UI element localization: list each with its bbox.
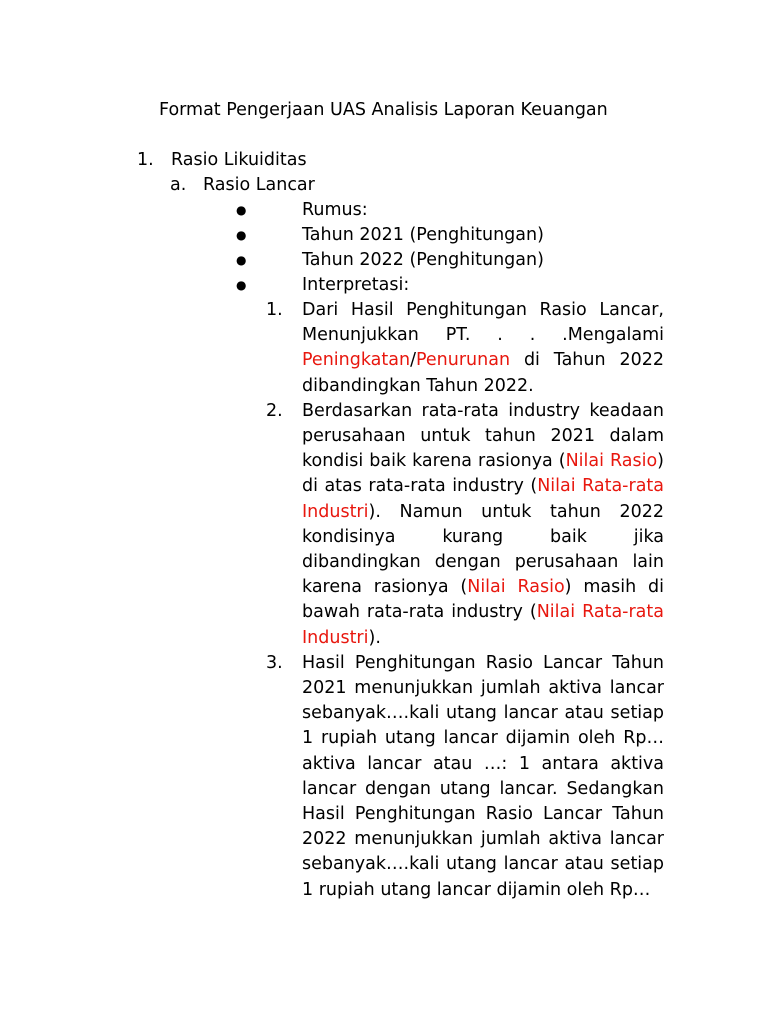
bullet-item-rumus	[236, 198, 696, 223]
interpretation-item-2	[266, 399, 664, 651]
bullet-icon: ●	[236, 253, 247, 267]
text-segment: Berdasarkan rata-rata industry keadaan perusahaan untuk tahun 2021 dalam kondisi baik karena rasionya (	[302, 400, 664, 472]
bullet-label: Interpretasi:	[302, 275, 410, 295]
subsection-rasio-lancar	[170, 173, 690, 900]
interpretation-text: Hasil Penghitungan Rasio Lancar Tahun 2021 menunjukkan jumlah aktiva lancar sebanyak….kali utang lancar atau setiap 1 rupiah utang lancar dijamin oleh Rp… aktiva lancar atau …: 1 antara aktiva lancar dengan utang lancar. Sedangkan Hasil Penghitungan Rasio Lancar Tahun 2022 menunjukkan jumlah aktiva lancar sebanyak….kali utang lancar atau setiap 1 rupiah utang lancar dijamin oleh Rp…	[302, 652, 664, 900]
text-segment: ) masih di bawah rata-rata industry (	[302, 577, 664, 623]
bullet-item-tahun-2021	[236, 223, 696, 248]
highlight-nilai-rata-rata-industri: Nilai Rata-rata Industri	[302, 476, 664, 522]
interpretation-text	[302, 298, 664, 399]
section-label: Rasio Likuiditas	[171, 150, 307, 170]
interpretation-number: 2.	[266, 400, 283, 421]
interpretation-item-1	[266, 298, 664, 399]
interpretation-number: 1.	[266, 300, 283, 320]
section-rasio-likuiditas	[137, 148, 697, 900]
highlight-penurunan: Penurunan	[415, 350, 511, 371]
section-heading	[137, 148, 697, 173]
highlight-nilai-rasio: Nilai Rasio	[467, 577, 565, 598]
interpretation-text	[302, 399, 664, 651]
section-number: 1.	[137, 150, 154, 170]
document-title: Format Pengerjaan UAS Analisis Laporan Keuangan	[159, 100, 608, 120]
subsection-label: Rasio Lancar	[203, 175, 315, 195]
bullet-label: Tahun 2022 (Penghitungan)	[302, 250, 544, 270]
bullet-icon: ●	[236, 203, 247, 217]
bullet-item-interpretasi	[236, 273, 696, 298]
text-segment: di Tahun 2022 dibandingkan Tahun 2022.	[302, 350, 664, 396]
bullet-label: Rumus:	[302, 200, 368, 220]
text-segment: /	[410, 350, 416, 371]
bullet-icon: ●	[236, 278, 247, 292]
subsection-heading	[170, 173, 690, 198]
bullet-label: Tahun 2021 (Penghitungan)	[302, 225, 544, 245]
subsection-letter: a.	[170, 175, 187, 195]
bullet-icon: ●	[236, 228, 247, 242]
highlight-nilai-rata-rata-industri: Nilai Rata-rata Industri	[302, 602, 664, 648]
interpretation-item-3	[266, 651, 664, 903]
highlight-peningkatan: Peningkatan	[302, 350, 411, 371]
text-segment: Dari Hasil Penghitungan Rasio Lancar, Menunjukkan PT. . . .Mengalami	[302, 300, 664, 346]
bullet-item-tahun-2022	[236, 248, 696, 273]
text-segment: ) di atas rata-rata industry (	[302, 451, 664, 497]
interpretation-number: 3.	[266, 652, 283, 673]
interpretation-list	[266, 298, 664, 903]
text-segment: ). Namun untuk tahun 2022 kondisinya kurang baik jika dibandingkan dengan perusahaan lain karena rasionya (	[302, 501, 664, 598]
highlight-nilai-rasio: Nilai Rasio	[565, 451, 658, 472]
bullet-list	[236, 198, 696, 900]
text-segment: ).	[368, 627, 381, 648]
